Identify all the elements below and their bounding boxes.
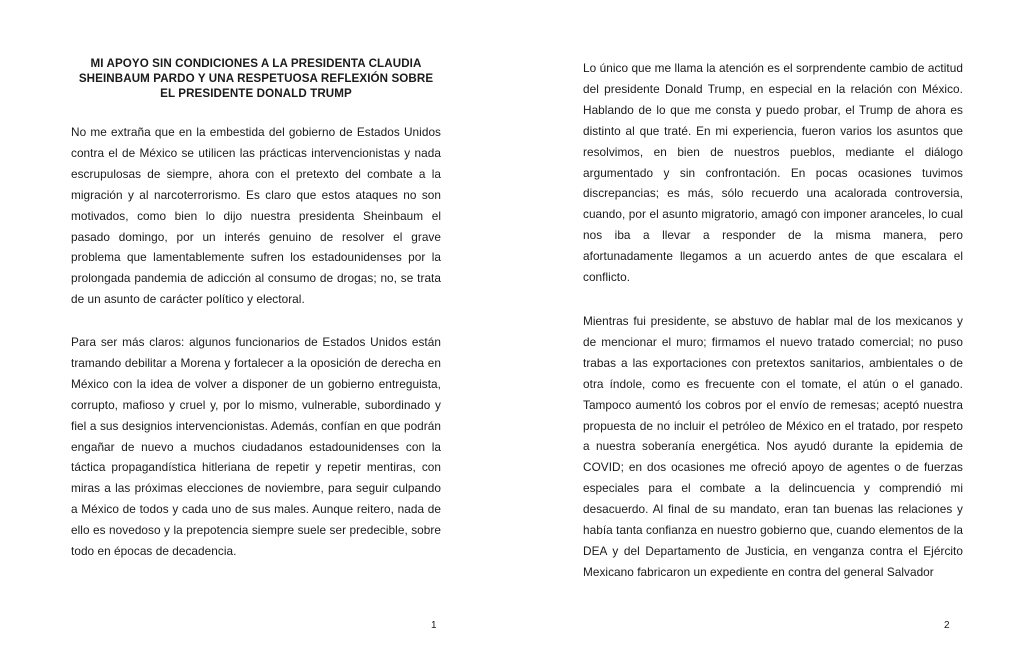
document-page-2 (512, 0, 1024, 660)
paragraph-4: Mientras fui presidente, se abstuvo de hablar mal de los mexicanos y de mencionar el muro; firmamos el nuevo tratado comercial; no puso trabas a las exportaciones con pretextos sanitarios, ambientales o de otra índole, como es frecuente con el tomate, el atún o el ganado. Tampoco aumentó los cobros por el envío de remesas; aceptó nuestra propuesta de no incluir el petróleo de México en el tratado, por respeto a nuestra soberanía energética. Nos ayudó durante la epidemia de COVID; en dos ocasiones me ofreció apoyo de agentes o de fuerzas especiales para el combate a la delincuencia y comprendió mi desacuerdo. Al final de su mandato, eran tan buenas las relaciones y había tanta confianza en nuestro gobierno que, cuando elementos de la DEA y del Departamento de Justicia, en venganza contra el Ejército Mexicano fabricaron un expediente en contra del general Salvador (583, 314, 963, 579)
paragraph-2: Para ser más claros: algunos funcionarios de Estados Unidos están tramando debilitar a Morena y fortalecer a la oposición de derecha en México con la idea de volver a disponer de un gobierno entreguista, corrupto, mafioso y cruel y, por lo mismo, vulnerable, subordinado y fiel a sus designios intervencionistas. Además, confían en que podrán engañar de nuevo a muchos ciudadanos estadounidenses con la táctica propagandística hitleriana de repetir y repetir mentiras, con miras a las próximas elecciones de noviembre, para seguir culpando a México de todos y cada uno de sus males. Aunque reitero, nada de ello es novedoso y la prepotencia siempre suele ser predecible, sobre todo en épocas de decadencia. (71, 335, 441, 559)
document-title: MI APOYO SIN CONDICIONES A LA PRESIDENTA CLAUDIA SHEINBAUM PARDO Y UNA RESPETUOSA REFLEXIÓN SOBRE EL PRESIDENTE DONALD TRUMP (78, 57, 434, 100)
page-number-1: 1 (431, 620, 437, 631)
paragraph-3: Lo único que me llama la atención es el sorprendente cambio de actitud del presidente Donald Trump, en especial en la relación con México. Hablando de lo que me consta y puedo probar, el Trump de ahora es distinto al que traté. En mi experiencia, fueron varios los asuntos que resolvimos, en bien de nuestros pueblos, mediante el diálogo argumentado y sin confrontación. En pocas ocasiones tuvimos discrepancias; es más, sólo recuerdo una acalorada controversia, cuando, por el asunto migratorio, amagó con imponer aranceles, lo cual nos iba a llevar a responder de la misma manera, pero afortunadamente llegamos a un acuerdo antes de que escalara el conflicto. (583, 61, 963, 285)
paragraph-1: No me extraña que en la embestida del gobierno de Estados Unidos contra el de México se utilicen las prácticas intervencionistas y nada escrupulosas de siempre, ahora con el pretexto del combate a la migración y al narcoterrorismo. Es claro que estos ataques no son motivados, como bien lo dijo nuestra presidenta Sheinbaum el pasado domingo, por un interés genuino de resolver el grave problema que lamentablemente sufren los estadounidenses por la prolongada pandemia de adicción al consumo de drogas; no, se trata de un asunto de carácter político y electoral. (71, 125, 441, 307)
page-number-2: 2 (944, 620, 950, 631)
